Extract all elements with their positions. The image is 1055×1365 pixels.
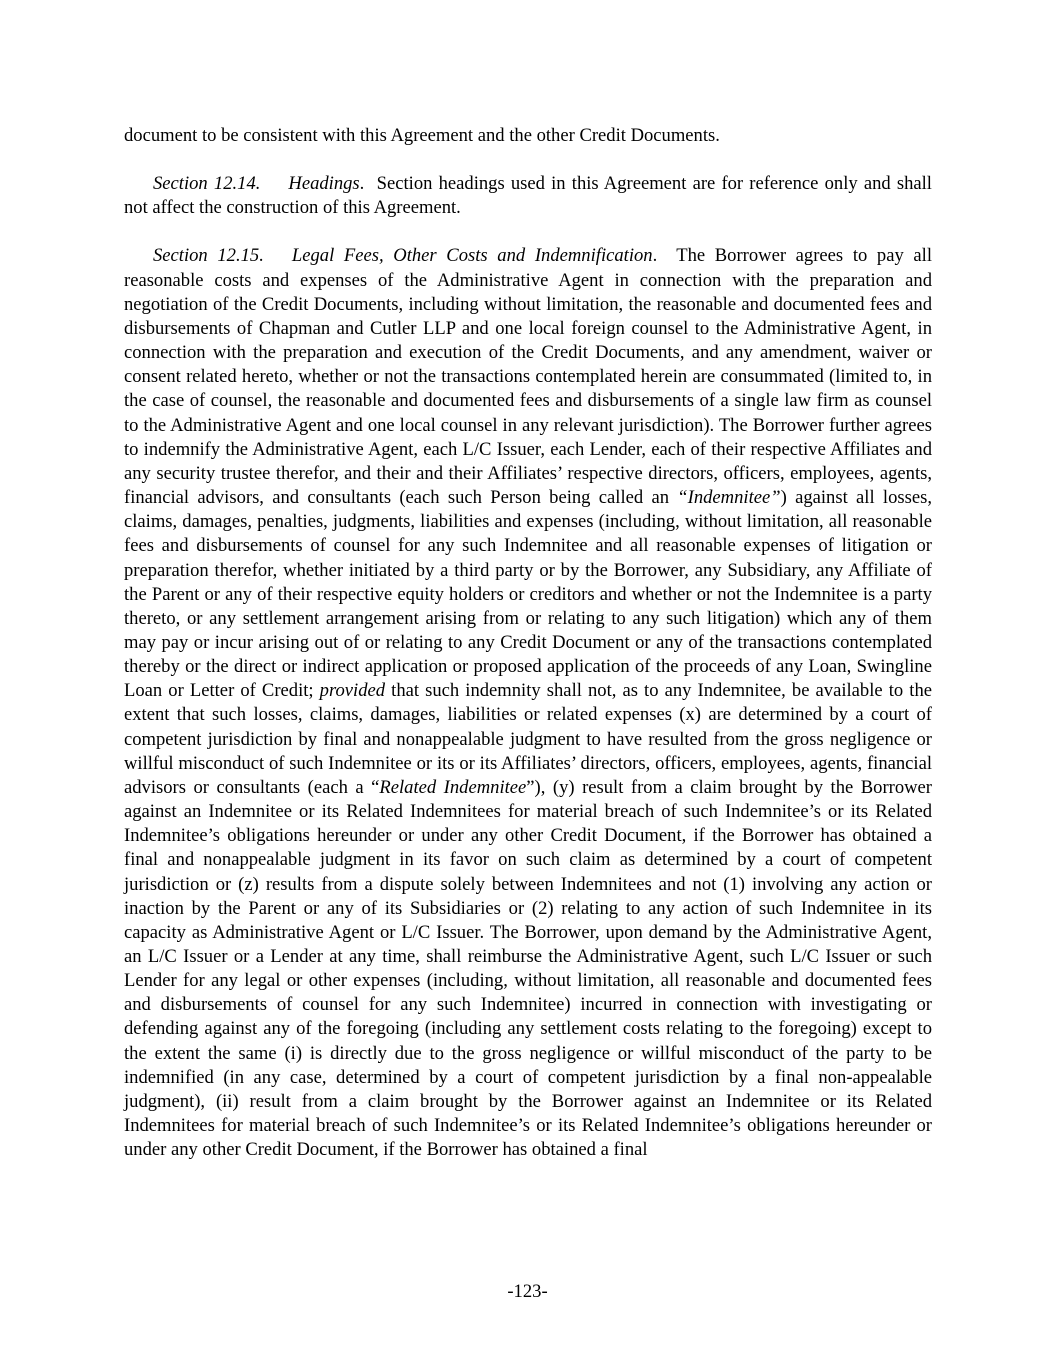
document-body	[124, 124, 932, 1162]
section-12-15-paragraph: Section 12.15. Legal Fees, Other Costs and Indemnification. The Borrower agrees to pay all reasonable costs and expenses of the Administrative Agent in connection with the preparation and negotiation of the Credit Documents, including without limitation, the reasonable and documented fees and disbursements of Chapman and Cutler LLP and one local foreign counsel to the Administrative Agent, in connection with the preparation and execution of the Credit Documents, and any amendment, waiver or consent related hereto, whether or not the transactions contemplated herein are consummated (limited to, in the case of counsel, the reasonable and documented fees and disbursements of a single law firm as counsel to the Administrative Agent and one local counsel in any relevant jurisdiction). The Borrower further agrees to indemnify the Administrative Agent, each L/C Issuer, each Lender, each of their respective Affiliates and any security trustee therefor, and their and their Affiliates’ respective directors, officers, employees, agents, financial advisors, and consultants (each such Person being called an “Indemnitee”) against all losses, claims, damages, penalties, judgments, liabilities and expenses (including, without limitation, all reasonable fees and disbursements of counsel for any such Indemnitee and all reasonable expenses of litigation or preparation therefor, whether initiated by a third party or by the Borrower, any Subsidiary, any Affiliate of the Parent or any of their respective equity holders or creditors and whether or not the Indemnitee is a party thereto, or any settlement arrangement arising from or relating to any such litigation) which any of them may pay or incur arising out of or relating to any Credit Document or any of the transactions contemplated thereby or the direct or indirect application or proposed application of the proceeds of any Loan, Swingline Loan or Letter of Credit; provided that such indemnity shall not, as to any Indemnitee, be available to the extent that such losses, claims, damages, liabilities or related expenses (x) are determined by a court of competent jurisdiction by final and nonappealable judgment to have resulted from the gross negligence or willful misconduct of such Indemnitee or its or its Affiliates’ directors, officers, employees, agents, financial advisors or consultants (each a “Related Indemnitee”), (y) result from a claim brought by the Borrower against an Indemnitee or its Related Indemnitees for material breach of such Indemnitee’s or its Related Indemnitee’s obligations hereunder or under any other Credit Document, if the Borrower has obtained a final and nonappealable judgment in its favor on such claim as determined by a court of competent jurisdiction or (z) results from a dispute solely between Indemnitees and not (1) involving any action or inaction by the Parent or any of its Subsidiaries or (2) relating to any action of such Indemnitee in its capacity as Administrative Agent or L/C Issuer. The Borrower, upon demand by the Administrative Agent, an L/C Issuer or a Lender at any time, shall reimburse the Administrative Agent, such L/C Issuer or such Lender for any legal or other expenses (including, without limitation, all reasonable and documented fees and disbursements of counsel for any such Indemnitee) incurred in connection with investigating or defending against any of the foregoing (including any settlement costs relating to the foregoing) except to the extent the same (i) is directly due to the gross negligence or willful misconduct of the party to be indemnified (in any case, determined by a court of competent jurisdiction by a final non-appealable judgment), (ii) result from a claim brought by the Borrower against an Indemnitee or its Related Indemnitees for material breach of such Indemnitee’s or its Related Indemnitee’s obligations hereunder or under any other Credit Document, if the Borrower has obtained a final	[124, 245, 933, 1161]
section-body: Section headings used in this Agreement are for reference only and shall not affect the construction of this Agreement.	[124, 173, 932, 219]
section-body-part-c: that such indemnity shall not, as to any Indemnitee, be available to the extent that such losses, claims, damages, liabilities or related expenses (x) are determined by a court of competent jurisdiction by final and nonappealable judgment to have resulted from the gross negligence or willful misconduct of such Indemnitee or its or its Affiliates’ directors, officers, employees, agents, financial advisors or consultants (each a “	[124, 680, 933, 798]
page-number: -123-	[507, 1281, 548, 1302]
section-body-part-a: The Borrower agrees to pay all reasonable costs and expenses of the Administrative Agent in connection with the preparation and negotiation of the Credit Documents, including without limitation, the reasonable and documented fees and disbursements of Chapman and Cutler LLP and one local foreign counsel to the Administrative Agent, in connection with the preparation and execution of the Credit Documents, and any amendment, waiver or consent related hereto, whether or not the transactions contemplated herein are consummated (limited to, in the case of counsel, the reasonable and documented fees and disbursements of a single law firm as counsel to the Administrative Agent and one local counsel in any relevant jurisdiction). The Borrower further agrees to indemnify the Administrative Agent, each L/C Issuer, each Lender, each of their respective Affiliates and any security trustee therefor, and their and their Affiliates’ respective directors, officers, employees, agents, financial advisors, and consultants (each such Person being called an	[124, 245, 933, 509]
section-heading: Headings	[288, 173, 360, 195]
section-body-part-b: ) against all losses, claims, damages, penalties, judgments, liabilities and expenses (including, without limitation, all reasonable fees and disbursements of counsel for any such Indemnitee and all reasonable expenses of litigation or preparation therefor, whether initiated by a third party or by the Borrower, any Subsidiary, any Affiliate of the Parent or any of their respective equity holders or creditors and whether or not the Indemnitee is a party thereto, or any settlement arrangement arising from or relating to any such litigation) which any of them may pay or incur arising out of or relating to any Credit Document or any of the transactions contemplated thereby or the direct or indirect application or proposed application of the proceeds of any Loan, Swingline Loan or Letter of Credit;	[124, 487, 932, 702]
section-12-14-paragraph: Section 12.14. Headings. Section headings used in this Agreement are for reference only and shall not affect the construction of this Agreement.	[124, 173, 932, 219]
defined-term-indemnitee: “Indemnitee”	[677, 487, 781, 509]
section-number: Section 12.15.	[153, 245, 264, 267]
section-heading: Legal Fees, Other Costs and Indemnification	[291, 245, 653, 267]
section-number: Section 12.14.	[153, 173, 261, 195]
defined-term-related-indemnitee: Related Indemnitee	[379, 776, 527, 798]
term-provided: provided	[319, 680, 386, 702]
section-body-part-d: ”), (y) result from a claim brought by the Borrower against an Indemnitee or its Related Indemnitees for material breach of such Indemnitee’s or its Related Indemnitee’s obligations hereunder or under any other Credit Document, if the Borrower has obtained a final and nonappealable judgment in its favor on such claim as determined by a court of competent jurisdiction or (z) results from a dispute solely between Indemnitees and not (1) involving any action or inaction by the Parent or any of its Subsidiaries or (2) relating to any action of such Indemnitee in its capacity as Administrative Agent or L/C Issuer. The Borrower, upon demand by the Administrative Agent, an L/C Issuer or a Lender at any time, shall reimburse the Administrative Agent, such L/C Issuer or such Lender for any legal or other expenses (including, without limitation, all reasonable and documented fees and disbursements of counsel for any such Indemnitee) incurred in connection with investigating or defending against any of the foregoing (including any settlement costs relating to the foregoing) except to the extent the same (i) is directly due to the gross negligence or willful misconduct of the party to be indemnified (in any case, determined by a court of competent jurisdiction by a final non-appealable judgment), (ii) result from a claim brought by the Borrower against an Indemnitee or its Related Indemnitees for material breach of such Indemnitee’s or its Related Indemnitee’s obligations hereunder or under any other Credit Document, if the Borrower has obtained a final	[124, 776, 932, 1161]
paragraph-continuation: document to be consistent with this Agreement and the other Credit Documents.	[124, 125, 720, 146]
